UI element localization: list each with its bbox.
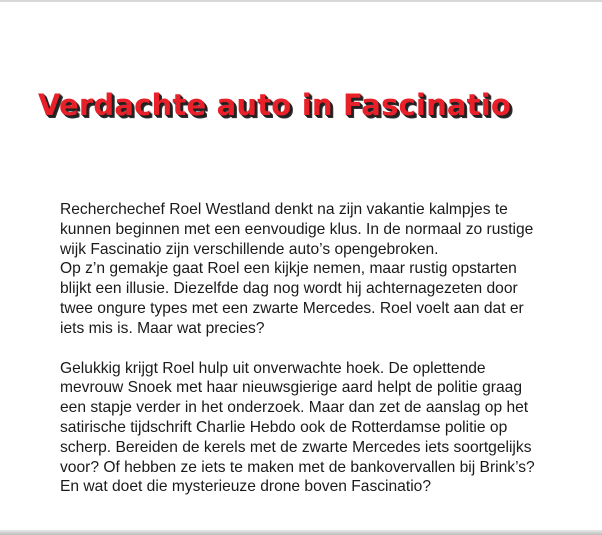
text-line: voor? Of hebben ze iets te maken met de bankovervallen bij Brink’s? xyxy=(60,458,535,476)
text-line: Recherchechef Roel Westland denkt na zijn vakantie kalmpjes te xyxy=(60,201,508,218)
page-title: Verdachte auto in Fascinatio xyxy=(38,88,512,122)
scan-bottom-edge xyxy=(0,530,602,535)
text-line: scherp. Bereiden de kerels met de zwarte Mercedes iets soortgelijks xyxy=(60,438,532,456)
text-line: mevrouw Snoek met haar nieuwsgierige aard helpt de politie graag xyxy=(60,379,523,397)
text-line: kunnen beginnen met een eenvoudige klus. In de normaal zo rustige xyxy=(60,220,534,238)
text-line: een stapje verder in het onderzoek. Maar dan zet de aanslag op het xyxy=(60,399,529,417)
text-line: Gelukkig krijgt Roel hulp uit onverwachte hoek. De oplettende xyxy=(60,359,486,377)
text-line: wijk Fascinatio zijn verschillende auto’s opengebroken. xyxy=(60,240,439,258)
scan-top-edge xyxy=(0,0,602,2)
text-line: iets mis is. Maar wat precies? xyxy=(60,319,265,337)
blurb-paragraph-2 xyxy=(60,359,595,498)
text-line: En wat doet die mysterieuze drone boven Fascinatio? xyxy=(60,478,431,496)
text-line: twee ongure types met een zwarte Mercedes. Roel voelt aan dat er xyxy=(60,299,524,317)
text-line: Op z’n gemakje gaat Roel een kijkje nemen, maar rustig opstarten xyxy=(60,260,517,278)
text-line: blijkt een illusie. Diezelfde dag nog wordt hij achternagezeten door xyxy=(60,280,518,298)
blurb-paragraph-1 xyxy=(60,200,595,339)
back-cover-blurb xyxy=(60,200,595,497)
text-line: satirische tijdschrift Charlie Hebdo ook de Rotterdamse politie op xyxy=(60,418,508,436)
